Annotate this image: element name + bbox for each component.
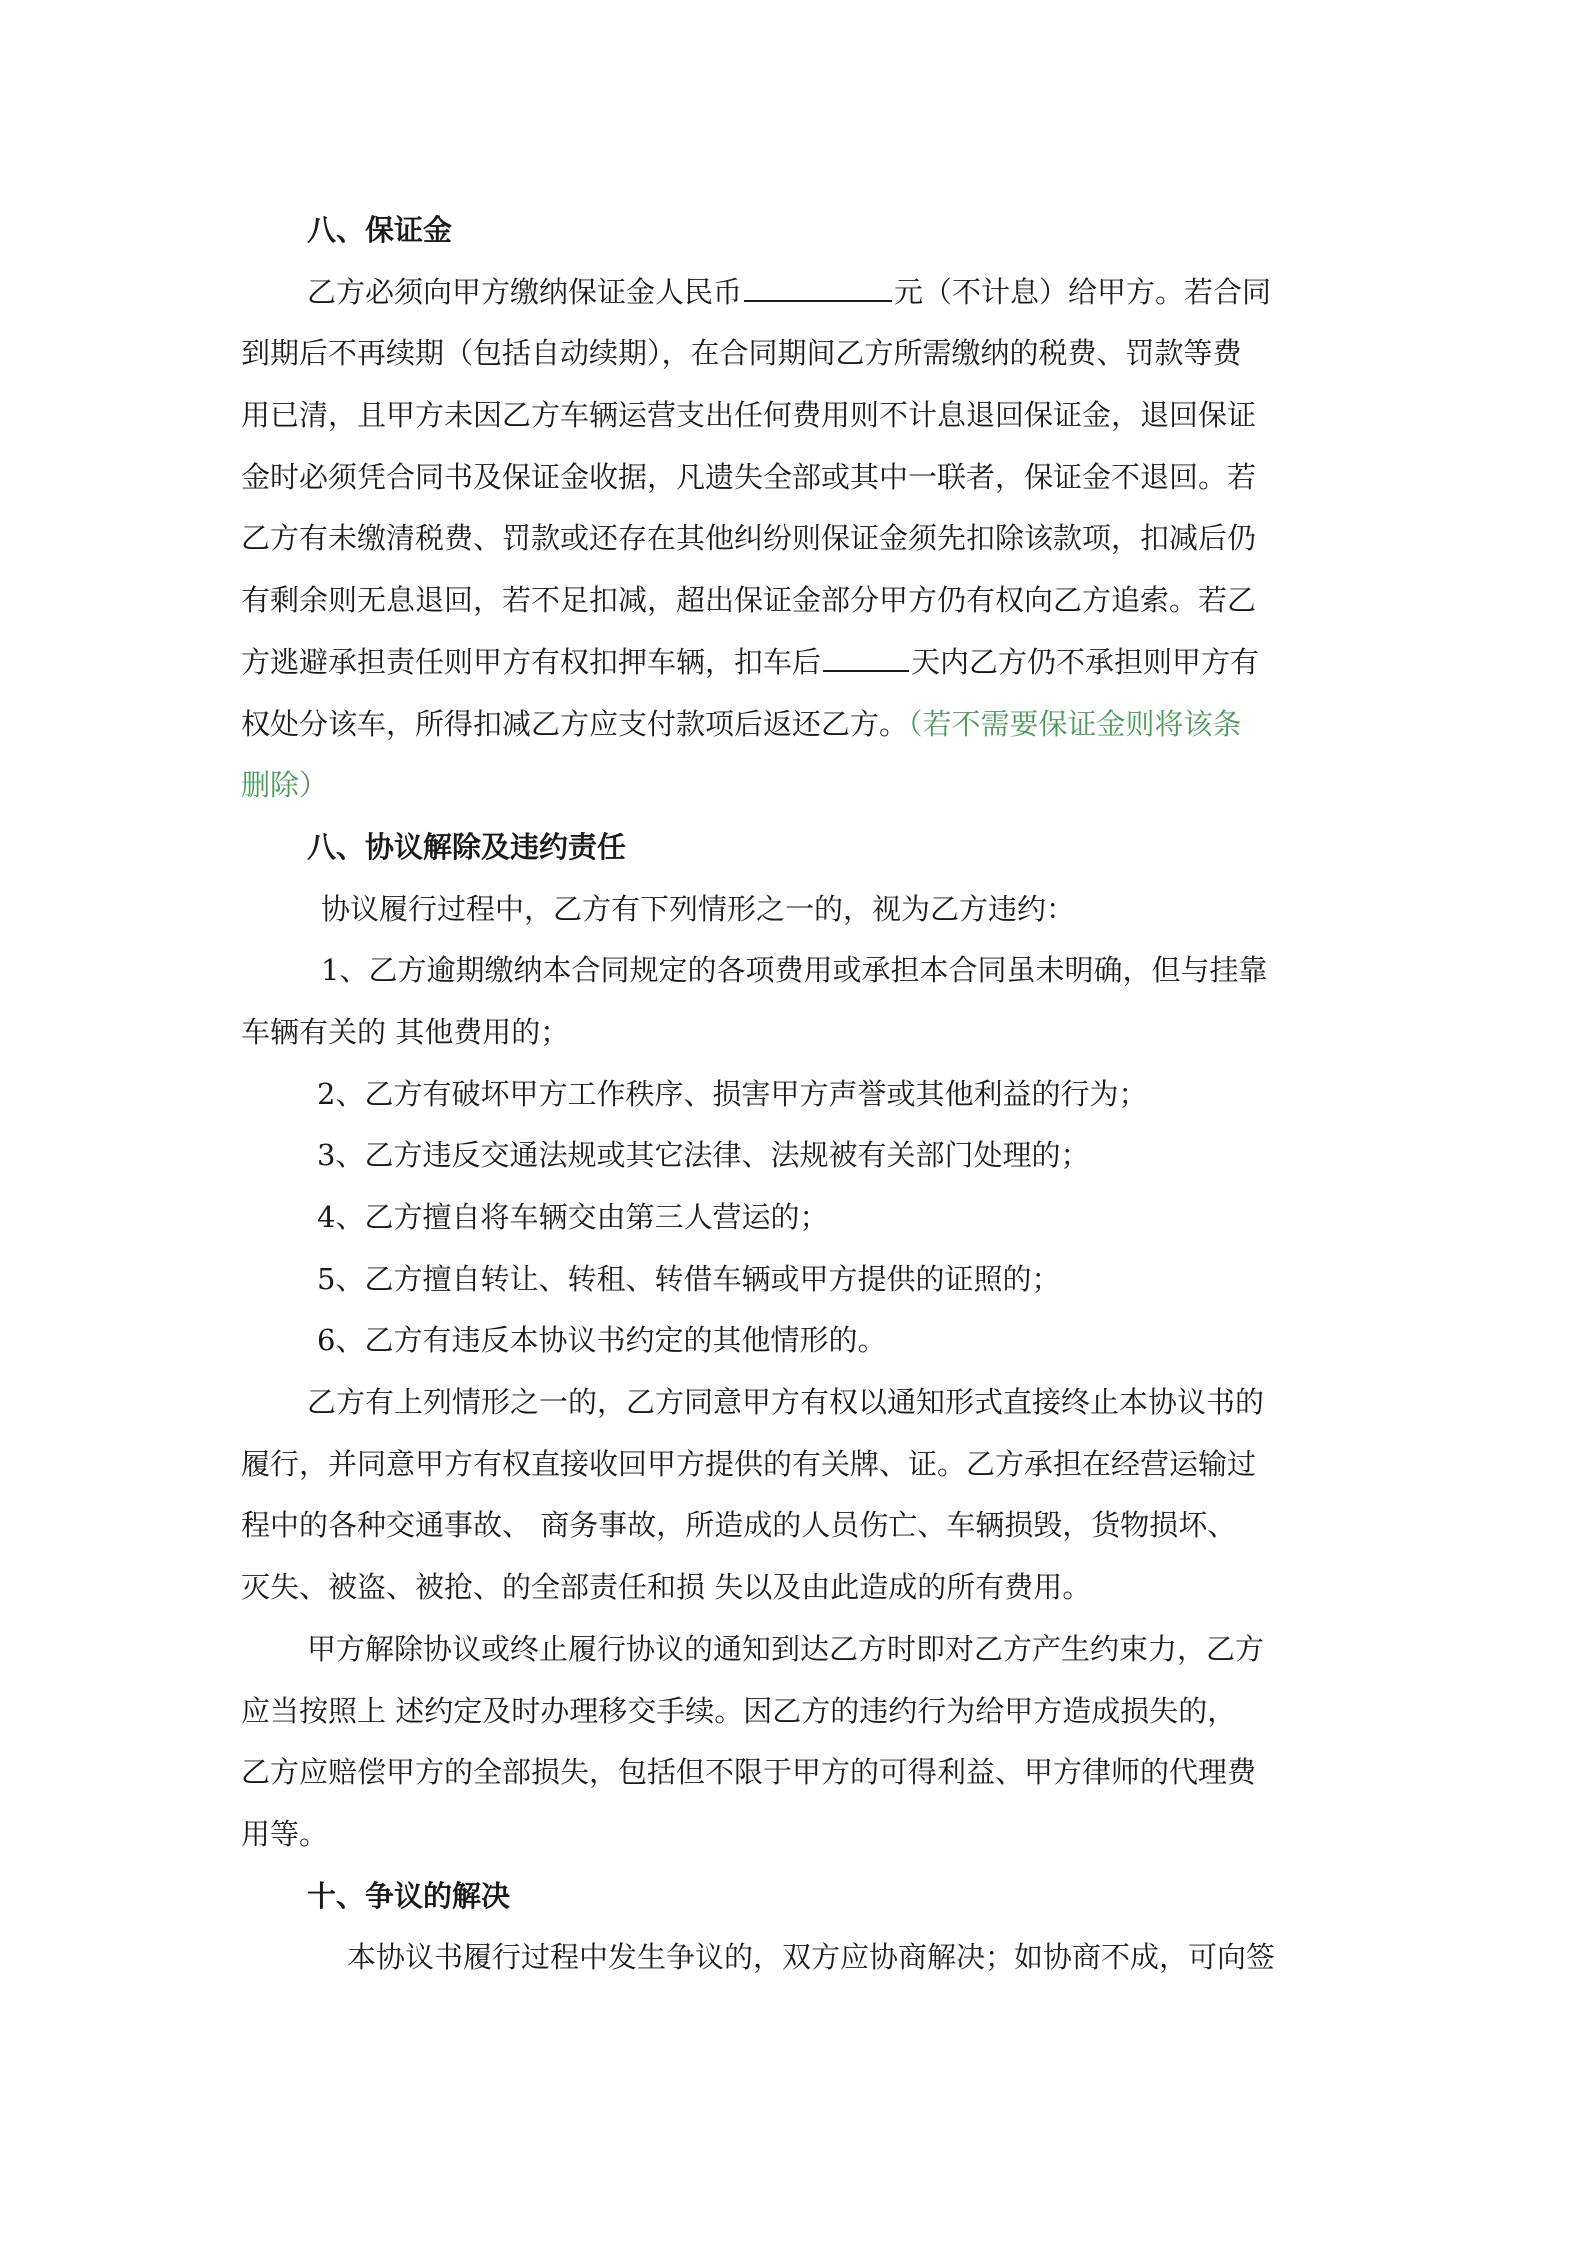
breach-item-3: 3、乙方违反交通法规或其它法律、法规被有关部门处理的； <box>317 1138 1090 1173</box>
termination-para-1-l2: 履行，并同意甲方有权直接收回甲方提供的有关牌、证。乙方承担在经营运输过 <box>241 1446 1257 1481</box>
termination-para-1: 乙方有上列情形之一的，乙方同意甲方有权以通知形式直接终止本协议书的 <box>307 1385 1265 1420</box>
deposit-line-5: 乙方有未缴清税费、罚款或还存在其他纠纷则保证金须先扣除该款项，扣减后仍 <box>241 521 1257 556</box>
deposit-line-2: 到期后不再续期（包括自动续期），在合同期间乙方所需缴纳的税费、罚款等费 <box>241 336 1242 371</box>
breach-item-1: 1、乙方逾期缴纳本合同规定的各项费用或承担本合同虽未明确，但与挂靠 <box>321 953 1268 988</box>
deposit-line-7: 方逃避承担责任则甲方有权扣押车辆，扣车后 天内乙方仍不承担则甲方有 <box>241 632 1355 694</box>
termination-para-1-l3: 程中的各种交通事故、 商务事故，所造成的人员伤亡、车辆损毁，货物损坏、 <box>241 1508 1237 1543</box>
breach-item-4: 4、乙方擅自将车辆交由第三人营运的； <box>317 1200 829 1234</box>
dispute-para-1: 本协议书履行过程中发生争议的，双方应协商解决；如协商不成，可向签 <box>347 1940 1276 1975</box>
section-title-termination: 八、协议解除及违约责任 <box>307 829 627 864</box>
section-title-deposit: 八、保证金 <box>307 213 453 247</box>
breach-item-5: 5、乙方擅自转让、转租、转借车辆或甲方提供的证照的； <box>317 1261 1061 1296</box>
days-blank[interactable] <box>823 634 909 672</box>
document-page <box>241 200 1355 1989</box>
termination-intro: 协议履行过程中，乙方有下列情形之一的，视为乙方违约： <box>321 891 1076 926</box>
termination-para-2-l2: 应当按照上 述约定及时办理移交手续。因乙方的违约行为给甲方造成损失的， <box>241 1693 1237 1728</box>
deposit-line-6: 有剩余则无息退回，若不足扣减，超出保证金部分甲方仍有权向乙方追索。若乙 <box>241 583 1257 618</box>
breach-item-6: 6、乙方有违反本协议书约定的其他情形的。 <box>317 1323 887 1358</box>
breach-item-2: 2、乙方有破坏甲方工作秩序、损害甲方声誉或其他利益的行为； <box>317 1076 1148 1111</box>
deposit-line-4: 金时必须凭合同书及保证金收据，凡遗失全部或其中一联者，保证金不退回。若 <box>241 459 1257 494</box>
deposit-note: （若不需要保证金则将该条 <box>908 706 1242 741</box>
deposit-line-8: 权处分该车，所得扣减乙方应支付款项后返还乙方。（若不需要保证金则将该条 <box>241 706 1242 741</box>
deposit-note-end: 删除） <box>241 768 329 803</box>
breach-item-1-cont: 车辆有关的 其他费用的； <box>241 1014 570 1049</box>
termination-para-2-l3: 乙方应赔偿甲方的全部损失，包括但不限于甲方的可得利益、甲方律师的代理费 <box>241 1755 1257 1790</box>
section-title-dispute: 十、争议的解决 <box>307 1878 511 1913</box>
deposit-line-1: 乙方必须向甲方缴纳保证金人民币 元（不计息）给甲方。若合同 <box>241 262 1355 324</box>
deposit-line-3: 用已清，且甲方未因乙方车辆运营支出任何费用则不计息退回保证金，退回保证 <box>241 398 1257 433</box>
termination-para-2-l4: 用等。 <box>241 1816 329 1851</box>
termination-para-2: 甲方解除协议或终止履行协议的通知到达乙方时即对乙方产生约束力，乙方 <box>307 1631 1265 1666</box>
deposit-amount-blank[interactable] <box>744 264 892 302</box>
termination-para-1-l4: 灭失、被盗、被抢、的全部责任和损 失以及由此造成的所有费用。 <box>241 1570 1092 1605</box>
